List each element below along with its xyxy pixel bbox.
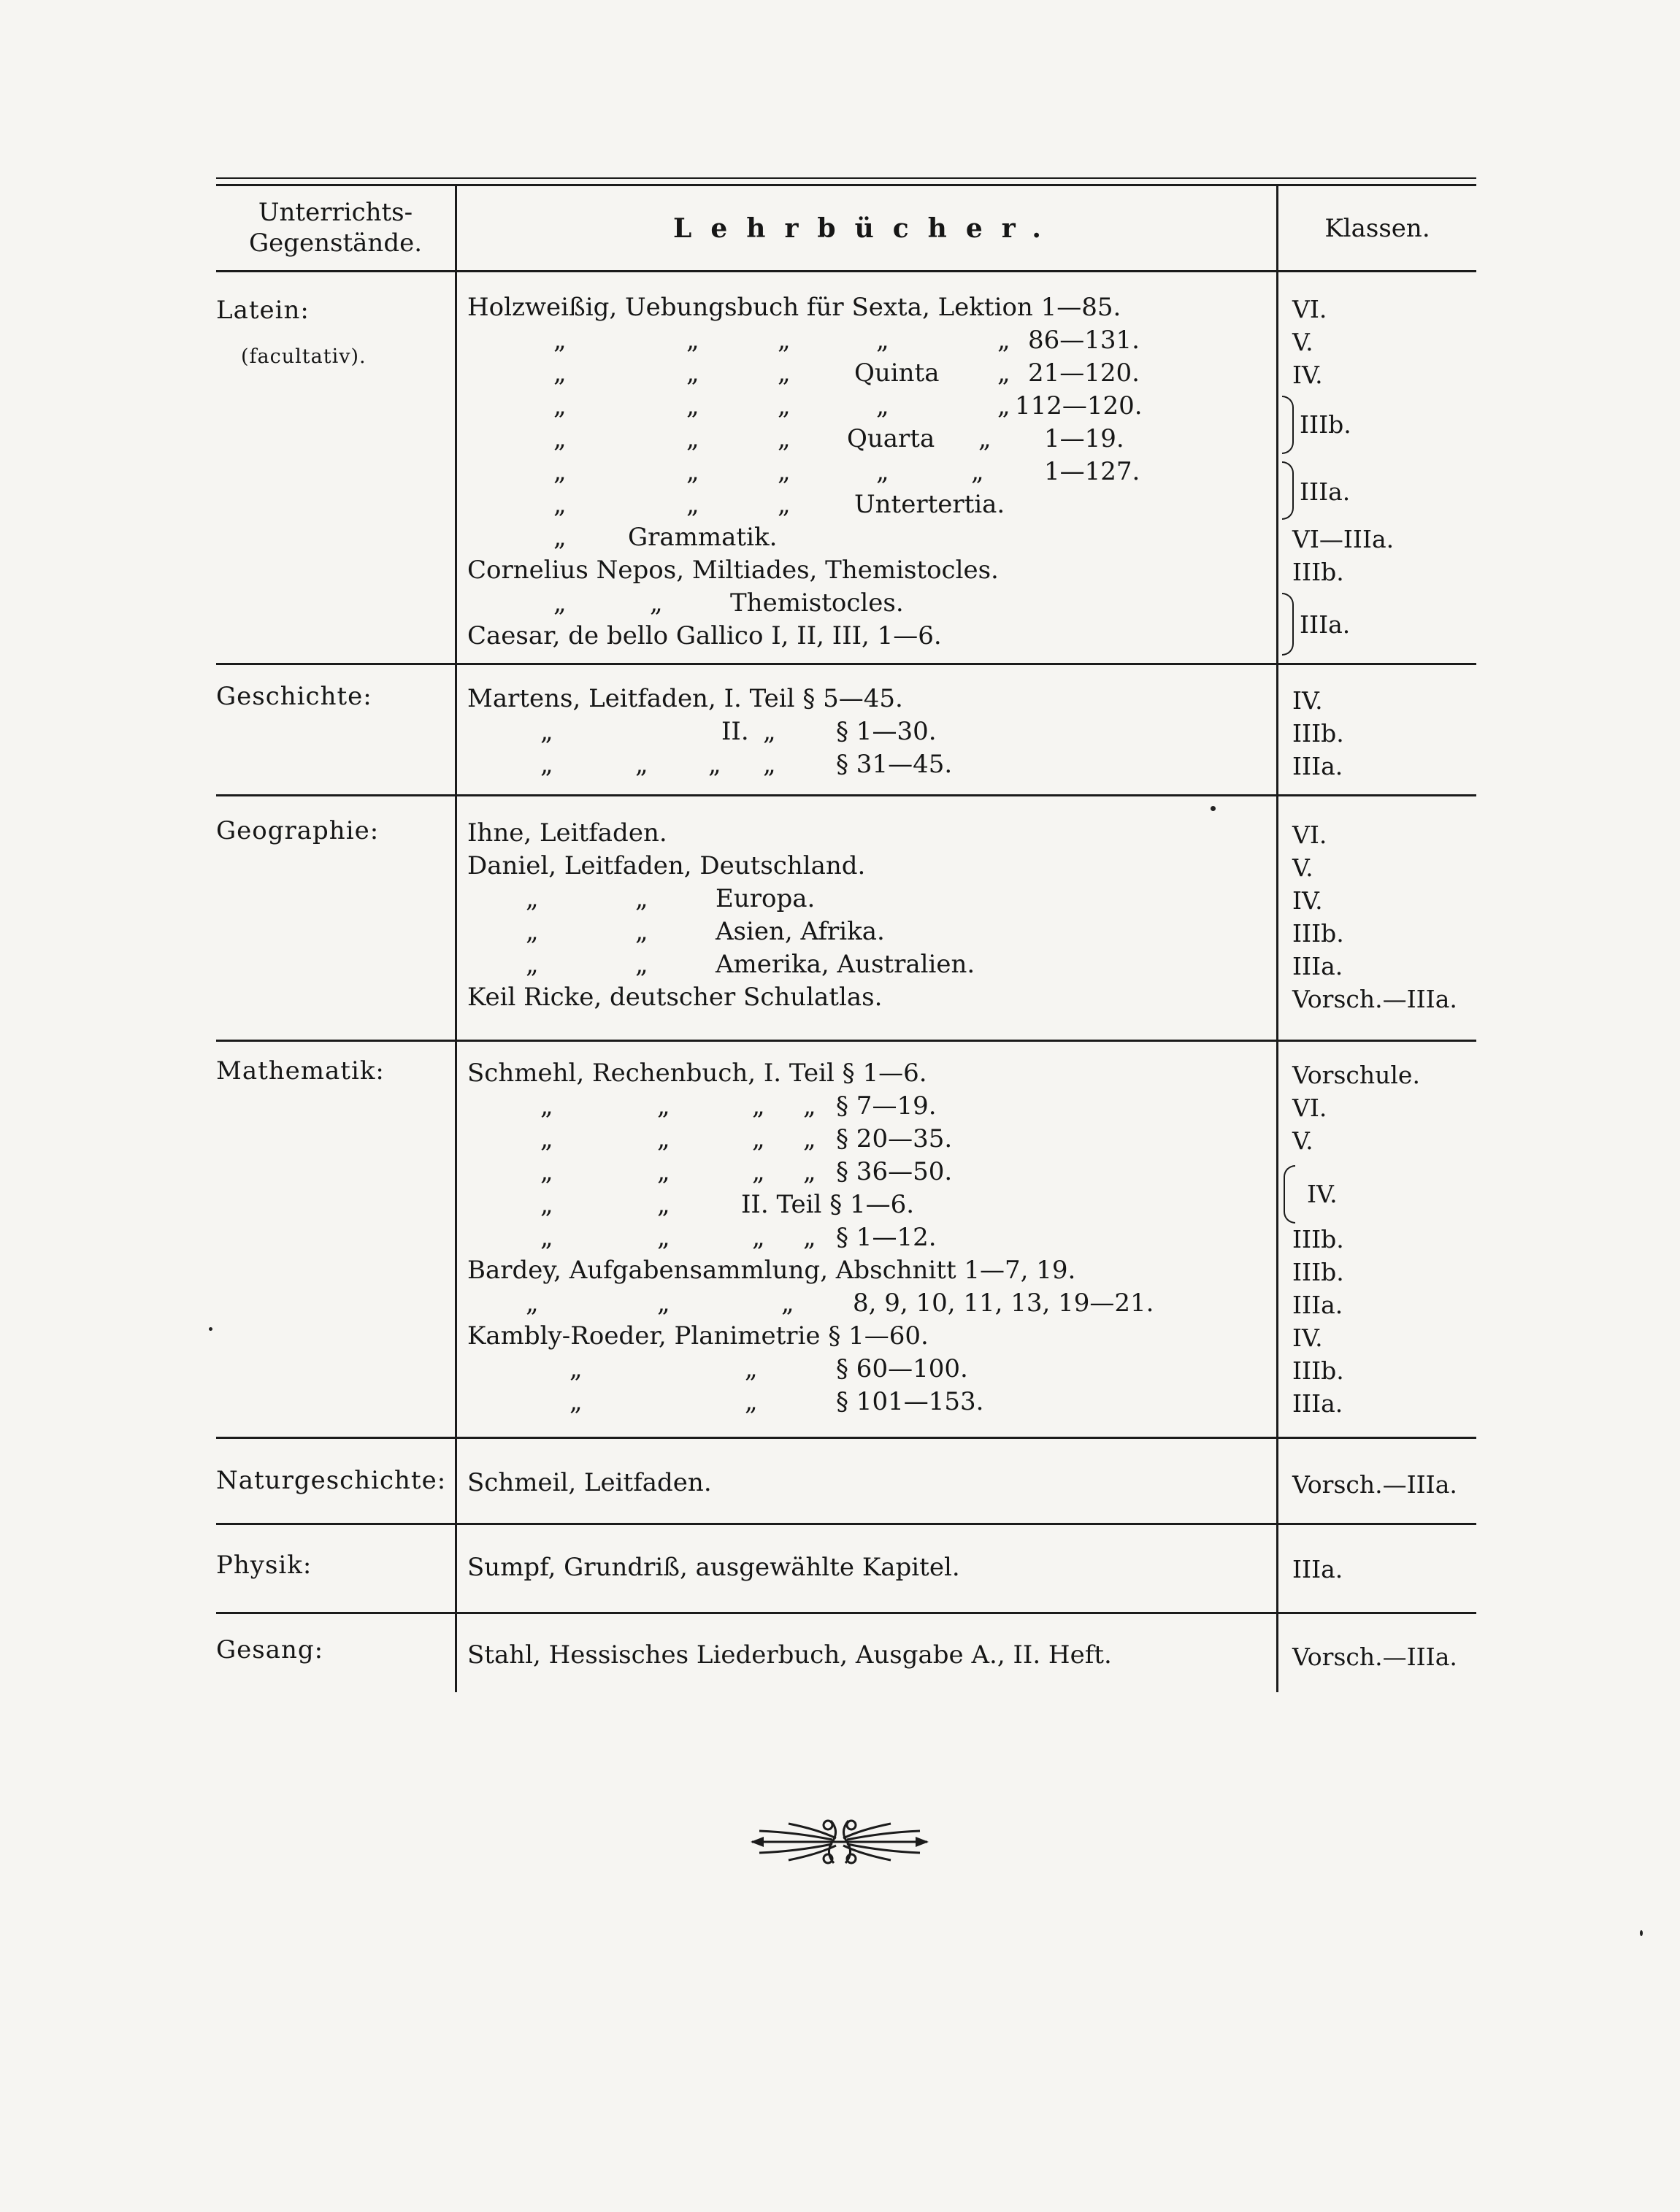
latein-row-2: „ „ „ „ „ 86—131.: [553, 326, 1140, 355]
book-entry: Stahl, Hessisches Liederbuch, Ausgabe A., II. Heft.: [467, 1640, 1112, 1670]
header-subjects-line2: Gegenstände.: [248, 229, 423, 258]
column-rule-left: [455, 184, 457, 1692]
bracket-mark: [1282, 593, 1294, 656]
header-bottom-rule: [216, 270, 1476, 272]
latein-row-8: „ Grammatik.: [553, 523, 778, 552]
mathematik-row-1: [467, 1056, 1276, 1091]
book-entry: Holzweißig, Uebungsbuch für Sexta, Lektion 1—85.: [467, 293, 1121, 322]
book-entry: Bardey, Aufgabensammlung, Abschnitt 1—7, 19.: [467, 1256, 1076, 1285]
latein-row-5: „ „ „ Quarta „ 1—19.: [553, 424, 1124, 453]
klasse-value: Vorsch.—IIIa.: [1292, 1470, 1457, 1499]
mathematik-row-5: „ „ II. Teil § 1—6.: [540, 1190, 915, 1219]
subject-physik: Physik:: [216, 1551, 312, 1580]
klasse-value: VI—IIIa.: [1292, 525, 1395, 553]
klasse-value: V.: [1292, 1126, 1313, 1155]
latein-row-10: „ „ Themistocles.: [553, 588, 904, 618]
geographie-row-5: „ „ Amerika, Australien.: [526, 950, 975, 979]
klasse-value: Vorsch.—IIIa.: [1292, 1643, 1457, 1671]
klasse-value: VI.: [1292, 295, 1327, 323]
klasse-value: VI.: [1292, 1094, 1327, 1122]
subject-latein: Latein:: [216, 296, 310, 325]
klasse-value: IIIb.: [1292, 558, 1344, 586]
bracket-mark: [1282, 396, 1294, 454]
klasse-value: IIIb.: [1300, 410, 1351, 439]
scan-speck: [1211, 806, 1216, 811]
mathematik-row-7: [467, 1253, 1276, 1288]
section-rule-geschichte: [216, 794, 1476, 796]
gesang-row-1: [467, 1638, 1276, 1673]
klasse-value: IV.: [1307, 1180, 1338, 1208]
subject-geographie: Geographie:: [216, 816, 380, 845]
geographie-row-2: [467, 849, 1276, 883]
table-top-rule: [216, 177, 1476, 179]
latein-row-1: [467, 291, 1276, 325]
mathematik-row-11: „ „ § 101—153.: [569, 1387, 984, 1416]
klasse-value: IIIb.: [1292, 1258, 1344, 1286]
book-entry: Ihne, Leitfaden.: [467, 818, 667, 848]
mathematik-row-9: [467, 1319, 1276, 1353]
book-entry: Daniel, Leitfaden, Deutschland.: [467, 851, 866, 880]
latein-row-6: „ „ „ „ „ 1—127.: [553, 457, 1140, 486]
latein-row-4: „ „ „ „ „ 112—120.: [553, 391, 1143, 420]
bracket-mark: [1284, 1165, 1295, 1224]
column-rule-right: [1276, 184, 1278, 1692]
geschichte-row-3: „ „ „ „ § 31—45.: [540, 750, 953, 779]
header-subjects-line1: Unterrichts-: [258, 198, 413, 227]
book-entry: Martens, Leitfaden, I. Teil § 5—45.: [467, 684, 903, 713]
section-rule-mathematik: [216, 1437, 1476, 1439]
physik-row-1: [467, 1551, 1276, 1585]
geographie-row-6: [467, 980, 1276, 1015]
header-classes: Klassen.: [1324, 214, 1430, 243]
latein-row-7: „ „ „ Untertertia.: [553, 490, 1005, 519]
geschichte-row-1: [467, 682, 1276, 716]
geographie-row-4: „ „ Asien, Afrika.: [526, 917, 885, 946]
header-books: Lehrbücher.: [673, 213, 1060, 244]
klasse-value: IIIa.: [1292, 1389, 1343, 1418]
latein-row-11: [467, 619, 1276, 653]
book-entry: Schmeil, Leitfaden.: [467, 1468, 712, 1497]
book-entry: Kambly-Roeder, Planimetrie § 1—60.: [467, 1321, 929, 1351]
section-rule-naturgeschichte: [216, 1523, 1476, 1525]
scan-speck: [1640, 1930, 1643, 1936]
mathematik-row-4: „ „ „ „ § 36—50.: [540, 1157, 953, 1186]
klasse-value: IIIa.: [1292, 952, 1343, 980]
subject-mathematik: Mathematik:: [216, 1056, 385, 1086]
header-subjects: [216, 197, 455, 258]
scan-speck: [209, 1327, 212, 1331]
book-entry: Cornelius Nepos, Miltiades, Themistocles.: [467, 556, 999, 585]
klasse-value: IIIa.: [1292, 752, 1343, 780]
book-entry: Sumpf, Grundriß, ausgewählte Kapitel.: [467, 1553, 960, 1582]
klasse-value: IIIa.: [1292, 1291, 1343, 1319]
klasse-value: Vorsch.—IIIa.: [1292, 985, 1457, 1013]
mathematik-row-2: „ „ „ „ § 7—19.: [540, 1091, 937, 1121]
mathematik-row-10: „ „ § 60—100.: [569, 1354, 968, 1383]
klasse-value: IV.: [1292, 361, 1323, 389]
section-rule-latein: [216, 663, 1476, 665]
klasse-value: VI.: [1292, 821, 1327, 849]
klasse-value: IV.: [1292, 686, 1323, 715]
klasse-value: IIIa.: [1300, 477, 1351, 506]
klasse-value: IIIa.: [1300, 610, 1351, 639]
naturgeschichte-row-1: [467, 1466, 1276, 1500]
table-top-rule-second: [216, 184, 1476, 186]
flourish-ornament-icon: [745, 1809, 935, 1875]
geschichte-row-2: „ II. „ § 1—30.: [540, 717, 937, 746]
geographie-row-3: „ „ Europa.: [526, 884, 816, 913]
book-entry: Keil Ricke, deutscher Schulatlas.: [467, 983, 883, 1012]
subject-naturgeschichte: Naturgeschichte:: [216, 1466, 447, 1495]
klasse-value: Vorschule.: [1292, 1061, 1420, 1089]
klasse-value: IIIa.: [1292, 1555, 1343, 1583]
klasse-value: IV.: [1292, 1324, 1323, 1352]
latein-row-9: [467, 553, 1276, 588]
klasse-value: IIIb.: [1292, 919, 1344, 948]
geographie-row-1: [467, 816, 1276, 850]
klasse-value: V.: [1292, 328, 1313, 356]
mathematik-row-8: „ „ „ 8, 9, 10, 11, 13, 19—21.: [526, 1289, 1154, 1318]
mathematik-row-6: „ „ „ „ § 1—12.: [540, 1223, 937, 1252]
book-entry: Schmehl, Rechenbuch, I. Teil § 1—6.: [467, 1059, 927, 1088]
book-entry: Caesar, de bello Gallico I, II, III, 1—6.: [467, 621, 942, 650]
latein-row-3: „ „ „ Quinta „ 21—120.: [553, 358, 1140, 388]
subject-geschichte: Geschichte:: [216, 682, 372, 711]
section-rule-physik: [216, 1612, 1476, 1614]
bracket-mark: [1282, 461, 1294, 520]
subject-gesang: Gesang:: [216, 1635, 324, 1664]
subject-latein-note: (facultativ).: [241, 345, 367, 368]
mathematik-row-3: „ „ „ „ § 20—35.: [540, 1124, 953, 1153]
section-rule-geographie: [216, 1040, 1476, 1042]
klasse-value: IIIb.: [1292, 719, 1344, 748]
klasse-value: IIIb.: [1292, 1356, 1344, 1385]
klasse-value: IV.: [1292, 886, 1323, 915]
klasse-value: IIIb.: [1292, 1225, 1344, 1253]
klasse-value: V.: [1292, 853, 1313, 882]
